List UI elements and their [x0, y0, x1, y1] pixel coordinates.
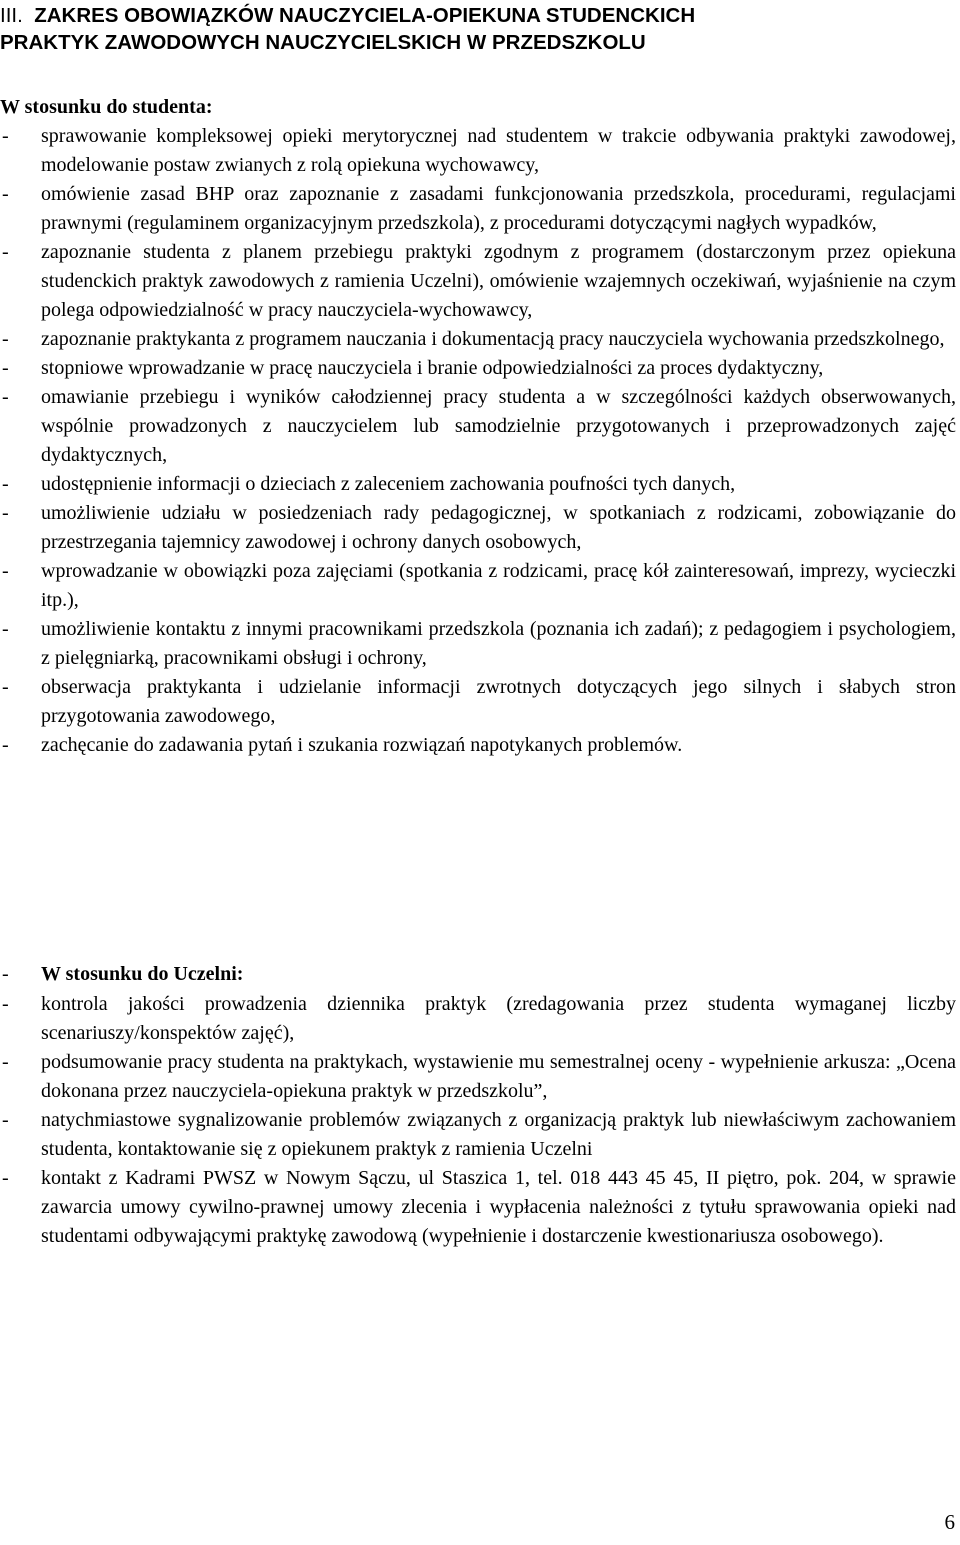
- list-item: - udostępnienie informacji o dzieciach z zaleceniem zachowania poufności tych danych,: [0, 470, 956, 499]
- list-item: - obserwacja praktykanta i udzielanie informacji zwrotnych dotyczących jego silnych i słabych stron przygotowania zawodowego,: [0, 673, 956, 731]
- page-number: 6: [944, 1510, 955, 1534]
- list-item: - kontakt z Kadrami PWSZ w Nowym Sączu, ul Staszica 1, tel. 018 443 45 45, II piętro, pok. 204, w sprawie zawarcia umowy cywilno-prawnej umowy zlecenia i wypłacenia należności z tytułu sprawowania opieki nad studentami odbywającymi praktykę zawodową (wypełnienie i dostarczenie kwestionariusza osobowego).: [0, 1164, 956, 1251]
- section-heading: [0, 2, 958, 56]
- list-item: - zapoznanie studenta z planem przebiegu praktyki zgodnym z programem (dostarczonym przez opiekuna studenckich praktyk zawodowych z ramienia Uczelni), omówienie wzajemnych oczekiwań, wyjaśnienie na czym polega odpowiedzialność w pracy nauczyciela-wychowawcy,: [0, 238, 956, 325]
- list-item: - sprawowanie kompleksowej opieki merytorycznej nad studentem w trakcie odbywania praktyki zawodowej, modelowanie postaw zwianych z rolą opiekuna wychowawcy,: [0, 122, 956, 180]
- heading-line-1-text: ZAKRES OBOWIĄZKÓW NAUCZYCIELA-OPIEKUNA STUDENCKICH: [34, 4, 696, 27]
- list-item: - zapoznanie praktykanta z programem nauczania i dokumentacją pracy nauczyciela wychowania przedszkolnego,: [0, 325, 956, 354]
- list-item: - podsumowanie pracy studenta na praktykach, wystawienie mu semestralnej oceny - wypełnienie arkusza: „Ocena dokonana przez nauczyciela-opiekuna praktyk w przedszkolu”,: [0, 1048, 956, 1106]
- uczelnia-subheading-text: W stosunku do Uczelni:: [41, 963, 244, 985]
- list-item: - natychmiastowe sygnalizowanie problemów związanych z organizacją praktyk lub niewłaściwym zachowaniem studenta, kontaktowanie się z opiekunem praktyk z ramienia Uczelni: [0, 1106, 956, 1164]
- heading-line-1: [0, 2, 958, 29]
- list-item: - zachęcanie do zadawania pytań i szukania rozwiązań napotykanych problemów.: [0, 731, 956, 760]
- uczelnia-duties-list: [0, 990, 956, 1251]
- heading-line-2: PRAKTYK ZAWODOWYCH NAUCZYCIELSKICH W PRZEDSZKOLU: [0, 31, 646, 54]
- heading-number: III.: [0, 4, 23, 27]
- list-item: - umożliwienie kontaktu z innymi pracownikami przedszkola (poznania ich zadań); z pedagogiem i psychologiem, z pielęgniarką, pracownikami obsługi i ochrony,: [0, 615, 956, 673]
- list-item: - kontrola jakości prowadzenia dziennika praktyk (zredagowania przez studenta wymaganej liczby scenariuszy/konspektów zajęć),: [0, 990, 956, 1048]
- student-subheading: W stosunku do studenta:: [0, 96, 213, 118]
- list-item: - omawianie przebiegu i wyników całodziennej pracy studenta a w szczególności każdych obserwowanych, wspólnie prowadzonych z nauczycielem lub samodzielnie przygotowanych i przeprowadzonych zajęć dydaktycznych,: [0, 383, 956, 470]
- list-item: - omówienie zasad BHP oraz zapoznanie z zasadami funkcjonowania przedszkola, procedurami, regulacjami prawnymi (regulaminem organizacyjnym przedszkola), z procedurami dotyczącymi nagłych wypadków,: [0, 180, 956, 238]
- list-item: - wprowadzanie w obowiązki poza zajęciami (spotkania z rodzicami, pracę kół zainteresowań, imprezy, wycieczki itp.),: [0, 557, 956, 615]
- uczelnia-subheading: [0, 960, 243, 989]
- list-item: - stopniowe wprowadzanie w pracę nauczyciela i branie odpowiedzialności za proces dydaktyczny,: [0, 354, 956, 383]
- student-duties-list: [0, 122, 956, 760]
- list-item: - umożliwienie udziału w posiedzeniach rady pedagogicznej, w spotkaniach z rodzicami, zobowiązanie do przestrzegania tajemnicy zawodowej i ochrony danych osobowych,: [0, 499, 956, 557]
